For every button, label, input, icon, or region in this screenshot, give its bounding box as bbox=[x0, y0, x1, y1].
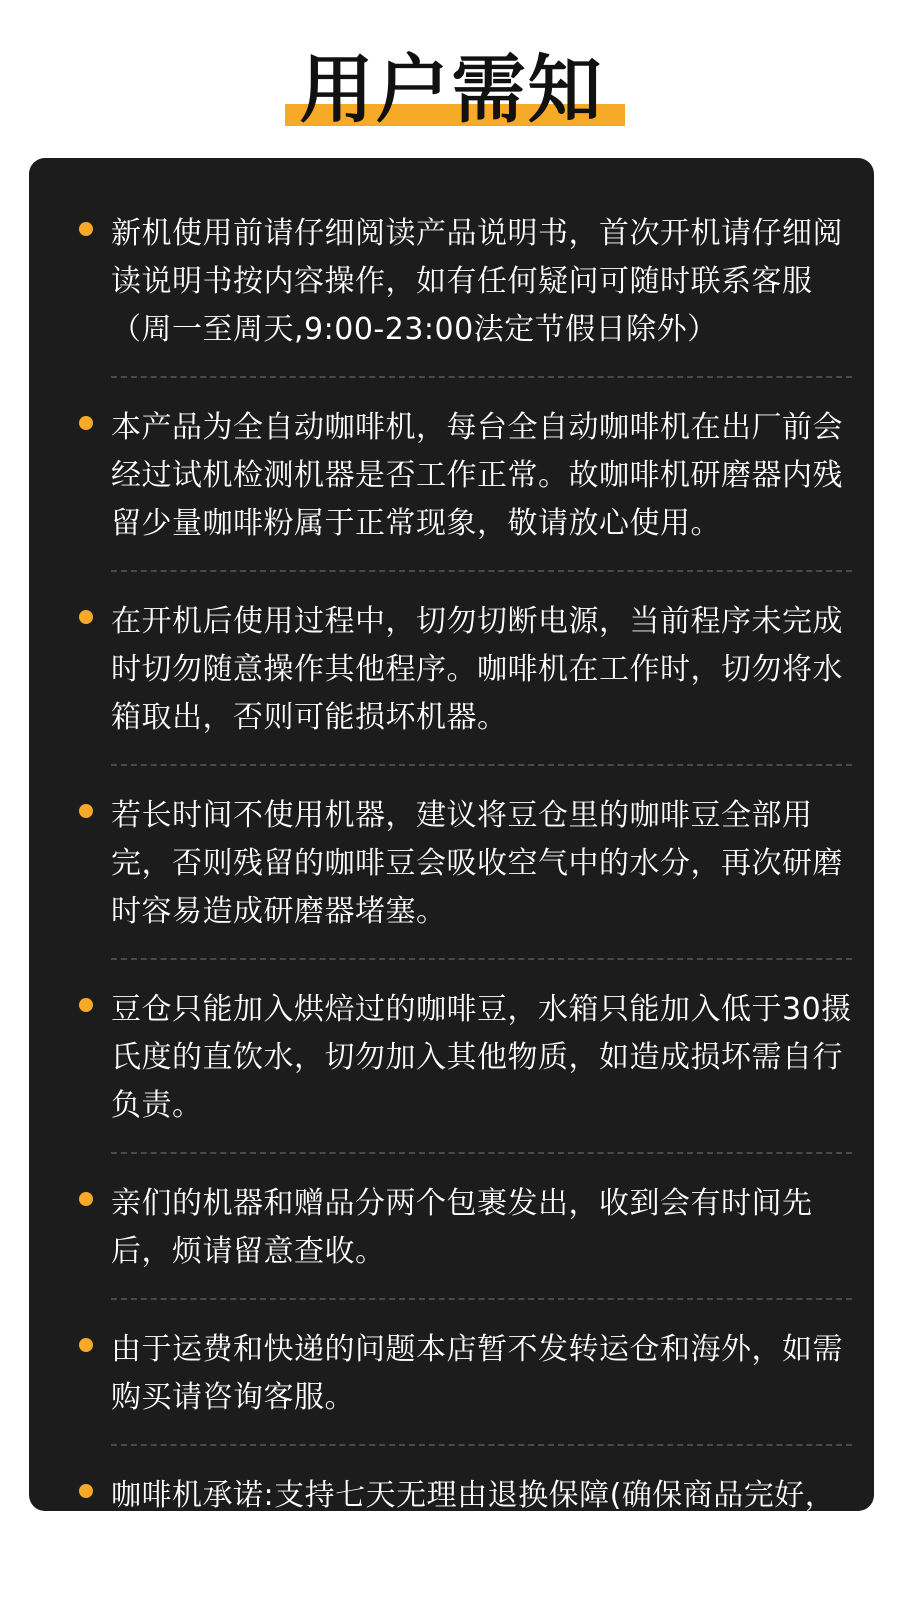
notice-item bbox=[111, 764, 852, 958]
notice-text: 在开机后使用过程中，切勿切断电源，当前程序未完成时切勿随意操作其他程序。咖啡机在工作时，切勿将水箱取出，否则可能损坏机器。 bbox=[111, 604, 843, 735]
notice-panel bbox=[29, 158, 874, 1561]
notice-text: 若长时间不使用机器，建议将豆仓里的咖啡豆全部用完，否则残留的咖啡豆会吸收空气中的水分，再次研磨时容易造成研磨器堵塞。 bbox=[111, 798, 843, 929]
bullet-dot-icon bbox=[79, 1338, 93, 1352]
notice-item bbox=[111, 1298, 852, 1444]
notice-text: 亲们的机器和赠品分两个包裹发出，收到会有时间先后，烦请留意查收。 bbox=[111, 1186, 813, 1269]
bullet-dot-icon bbox=[79, 416, 93, 430]
notice-text: 咖啡机承诺:支持七天无理由退换保障(确保商品完好，未使用):享受一年质保，终身维修质量保障。 bbox=[111, 1478, 836, 1561]
notice-text: 新机使用前请仔细阅读产品说明书，首次开机请仔细阅读说明书按内容操作，如有任何疑问可随时联系客服（周一至周天,9:00-23:00法定节假日除外） bbox=[111, 216, 843, 347]
notice-item bbox=[51, 210, 852, 376]
bullet-dot-icon bbox=[79, 1192, 93, 1206]
notice-item bbox=[111, 1152, 852, 1298]
bullet-dot-icon bbox=[79, 804, 93, 818]
notice-item bbox=[111, 958, 852, 1152]
bullet-dot-icon bbox=[79, 1484, 93, 1498]
notice-item bbox=[111, 1444, 852, 1590]
bullet-dot-icon bbox=[79, 998, 93, 1012]
bullet-dot-icon bbox=[79, 610, 93, 624]
notice-text: 本产品为全自动咖啡机，每台全自动咖啡机在出厂前会经过试机检测机器是否工作正常。故咖啡机研磨器内残留少量咖啡粉属于正常现象，敬请放心使用。 bbox=[111, 410, 843, 541]
page-header bbox=[0, 40, 903, 140]
notice-text: 豆仓只能加入烘焙过的咖啡豆，水箱只能加入低于30摄氏度的直饮水，切勿加入其他物质，如造成损坏需自行负责。 bbox=[111, 992, 852, 1123]
notice-text: 由于运费和快递的问题本店暂不发转运仓和海外，如需购买请咨询客服。 bbox=[111, 1332, 843, 1415]
notice-item bbox=[111, 570, 852, 764]
notice-item bbox=[111, 376, 852, 570]
bullet-dot-icon bbox=[79, 222, 93, 236]
page-title: 用户需知 bbox=[299, 47, 604, 133]
